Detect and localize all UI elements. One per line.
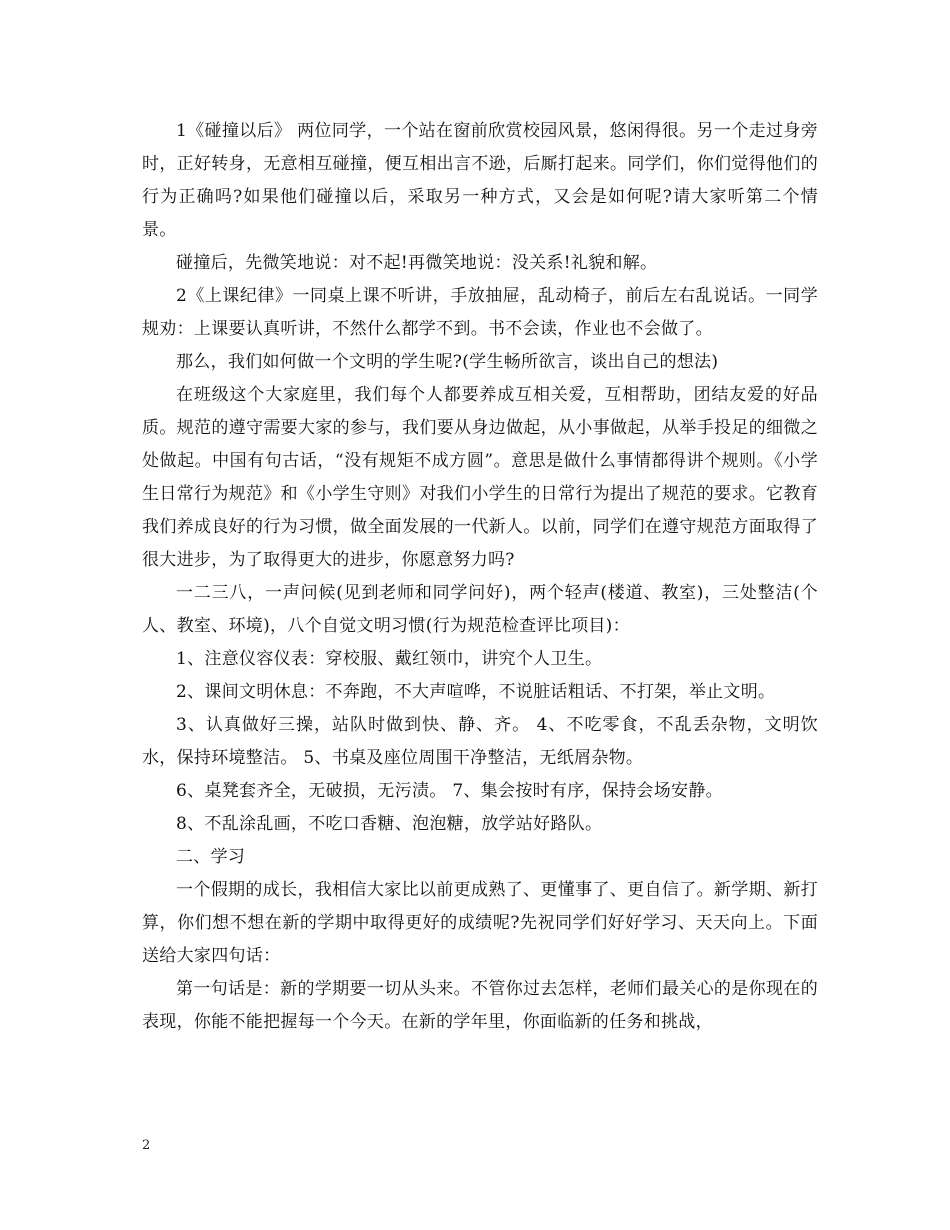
list-item-appearance: 1、注意仪容仪表：穿校服、戴红领巾，讲究个人卫生。 — [176, 649, 603, 669]
list-item-no-graffiti: 8、不乱涂乱画，不吃口香糖、泡泡糖，放学站好路队。 — [176, 814, 603, 834]
paragraph-class-family: 在班级这个大家庭里，我们每个人都要养成互相关爱，互相帮助，团结友爱的好品质。规范的遵守需要大家的参与，我们要从身边做起，从小事做起，从举手投足的细微之处做起。中国有句古话，“没有规矩不成方圆”。意思是做什么事情都得讲个规则。《小学生日常行为规范》和《小学生守则》对我们小学生的日常行为提出了规范的要求。它教育我们养成良好的行为习惯，做全面发展的一代新人。以前，同学们在遵守规范方面取得了很大进步，为了取得更大的进步，你愿意努力吗? — [142, 385, 818, 570]
body-text — [142, 115, 818, 1039]
list-item-recess: 2、课间文明休息：不奔跑，不大声喧哗，不说脏话粗话、不打架，举止文明。 — [176, 682, 776, 702]
paragraph-collision-resolution: 碰撞后，先微笑地说：对不起!再微笑地说：没关系!礼貌和解。 — [176, 253, 658, 273]
paragraph-holiday-growth: 一个假期的成长，我相信大家比以前更成熟了、更懂事了、更自信了。新学期、新打算，你们想不想在新的学期中取得更好的成绩呢?先祝同学们好好学习、天天向上。下面送给大家四句话： — [142, 880, 818, 966]
paragraph-first-saying: 第一句话是：新的学期要一切从头来。不管你过去怎样，老师们最关心的是你现在的表现，你能不能把握每一个今天。在新的学年里，你面临新的任务和挑战， — [142, 979, 818, 1032]
paragraph-one-two-three-eight: 一二三八，一声问候(见到老师和同学问好)，两个轻声(楼道、教室)，三处整洁(个人、教室、环境)，八个自觉文明习惯(行为规范检查评比项目)： — [142, 583, 818, 636]
list-item-exercises-snacks-desks: 3、认真做好三操，站队时做到快、静、齐。 4、不吃零食，不乱丢杂物，文明饮水，保持环境整洁。 5、书桌及座位周围干净整洁，无纸屑杂物。 — [142, 715, 818, 768]
section-heading-study: 二、学习 — [176, 847, 246, 867]
paragraph-class-discipline: 2《上课纪律》一同桌上课不听讲，手放抽屉，乱动椅子，前后左右乱说话。一同学规劝：上课要认真听讲，不然什么都学不到。书不会读，作业也不会做了。 — [142, 286, 818, 339]
paragraph-civil-student-question: 那么，我们如何做一个文明的学生呢?(学生畅所欲言，谈出自己的想法) — [176, 352, 719, 372]
paragraph-collision-scenario: 1《碰撞以后》 两位同学，一个站在窗前欣赏校园风景，悠闲得很。另一个走过身旁时，正好转身，无意相互碰撞，便互相出言不逊，后厮打起来。同学们，你们觉得他们的行为正确吗?如果他们碰撞以后，采取另一种方式，又会是如何呢?请大家听第二个情景。 — [142, 121, 818, 240]
list-item-furniture-assembly: 6、桌凳套齐全，无破损，无污渍。 7、集会按时有序，保持会场安静。 — [176, 781, 723, 801]
page-number: 2 — [142, 1138, 151, 1153]
